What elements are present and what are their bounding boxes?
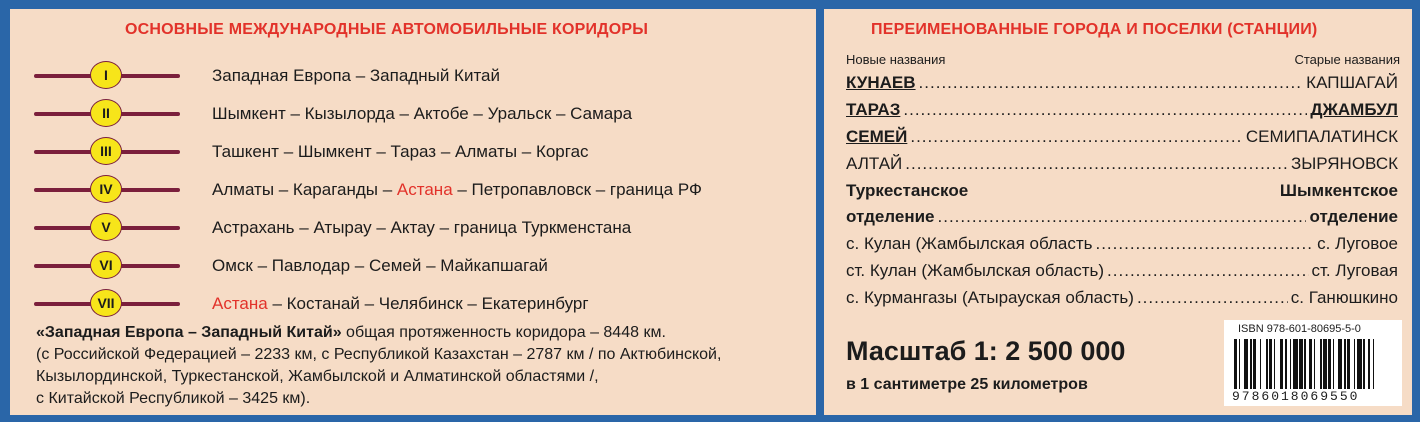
corridor-number: II	[90, 99, 122, 127]
old-name: ст. Луговая	[1311, 261, 1398, 280]
corridor-number: V	[90, 213, 122, 241]
old-name: с. Луговое	[1317, 234, 1398, 253]
leader-dots	[919, 73, 1304, 93]
corridor-route: Шымкент – Кызылорда – Актобе – Уральск – Самара	[212, 104, 633, 123]
corridor-route: Западная Европа – Западный Китай	[212, 66, 500, 85]
corridor-note	[36, 322, 721, 410]
old-name: СЕМИПАЛАТИНСК	[1245, 127, 1398, 146]
corridor-number: IV	[90, 175, 122, 203]
rename-row	[846, 96, 1398, 120]
corridor-row	[34, 213, 814, 243]
leader-dots	[1107, 261, 1308, 281]
corridor-row	[34, 137, 814, 167]
isbn-barcode-box	[1224, 320, 1402, 406]
leader-dots	[903, 100, 1307, 120]
corridors-title: ОСНОВНЫЕ МЕЖДУНАРОДНЫЕ АВТОМОБИЛЬНЫЕ КОРИДОРЫ	[125, 21, 649, 38]
new-name: ТАРАЗ	[846, 100, 901, 119]
leader-dots	[910, 127, 1243, 147]
corridor-row	[34, 61, 814, 91]
corridor-row	[34, 251, 814, 281]
old-name: Шымкентское	[1279, 181, 1398, 200]
new-name: КУНАЕВ	[846, 73, 916, 92]
rename-row	[846, 230, 1398, 254]
new-name: АЛТАЙ	[846, 154, 903, 173]
new-name: с. Курмангазы (Атырауская область)	[846, 288, 1134, 307]
rename-row	[846, 177, 1398, 201]
rename-row	[846, 257, 1398, 281]
note-line: (с Российской Федерацией – 2233 км, с Республикой Казахстан – 2787 км / по Актюбинской,	[36, 346, 722, 363]
corridor-row	[34, 175, 814, 205]
leader-dots	[1137, 288, 1288, 308]
corridor-row	[34, 99, 814, 129]
old-name: отделение	[1309, 207, 1398, 226]
leader-dots	[938, 207, 1307, 227]
rename-row	[846, 123, 1398, 147]
corridor-number: III	[90, 137, 122, 165]
leader-dots	[905, 154, 1288, 174]
corridor-number: I	[90, 61, 122, 89]
corridor-route: Астрахань – Атырау – Актау – граница Туркменстана	[212, 218, 632, 237]
note-line: с Китайской Республикой – 3425 км).	[36, 390, 311, 407]
renamed-panel	[824, 9, 1412, 415]
corridor-route: Алматы – Караганды – Астана – Петропавловск – граница РФ	[212, 180, 702, 199]
note-bold: «Западная Европа – Западный Китай»	[36, 324, 342, 341]
new-name: СЕМЕЙ	[846, 127, 908, 146]
renamed-title: ПЕРЕИМЕНОВАННЫЕ ГОРОДА И ПОСЕЛКИ (СТАНЦИИ)	[871, 21, 1318, 38]
rename-row	[846, 150, 1398, 174]
new-name: с. Кулан (Жамбылская область	[846, 234, 1093, 253]
corridor-route: Омск – Павлодар – Семей – Майкапшагай	[212, 256, 548, 275]
note-line: общая протяженность коридора – 8448 км.	[341, 324, 666, 341]
old-name: ДЖАМБУЛ	[1310, 100, 1398, 119]
leader-dots	[1095, 234, 1314, 254]
rename-row	[846, 69, 1398, 93]
isbn-label: ISBN 978-601-80695-5-0	[1238, 323, 1361, 335]
corridor-row	[34, 289, 814, 319]
new-name: отделение	[846, 207, 935, 226]
rename-row	[846, 284, 1398, 308]
old-name: КАПШАГАЙ	[1306, 73, 1398, 92]
corridor-route: Ташкент – Шымкент – Тараз – Алматы – Коргас	[212, 142, 589, 161]
map-scale: Масштаб 1: 2 500 000	[846, 336, 1126, 366]
old-name: с. Ганюшкино	[1290, 288, 1398, 307]
corridor-route: Астана – Костанай – Челябинск – Екатеринбург	[212, 294, 589, 313]
corridors-panel	[10, 9, 816, 415]
corridor-number: VI	[90, 251, 122, 279]
new-name: Туркестанское	[846, 181, 969, 200]
rename-row	[846, 203, 1398, 227]
barcode-icon	[1234, 339, 1394, 389]
scale-note: в 1 сантиметре 25 километров	[846, 376, 1088, 393]
old-names-header: Старые названия	[1294, 52, 1400, 67]
old-name: ЗЫРЯНОВСК	[1290, 154, 1398, 173]
new-name: ст. Кулан (Жамбылская область)	[846, 261, 1105, 280]
new-names-header: Новые названия	[846, 52, 946, 67]
corridor-number: VII	[90, 289, 122, 317]
barcode-number: 9786018069550	[1232, 389, 1360, 404]
note-line: Кызылординской, Туркестанской, Жамбылской и Алматинской областями /,	[36, 368, 599, 385]
